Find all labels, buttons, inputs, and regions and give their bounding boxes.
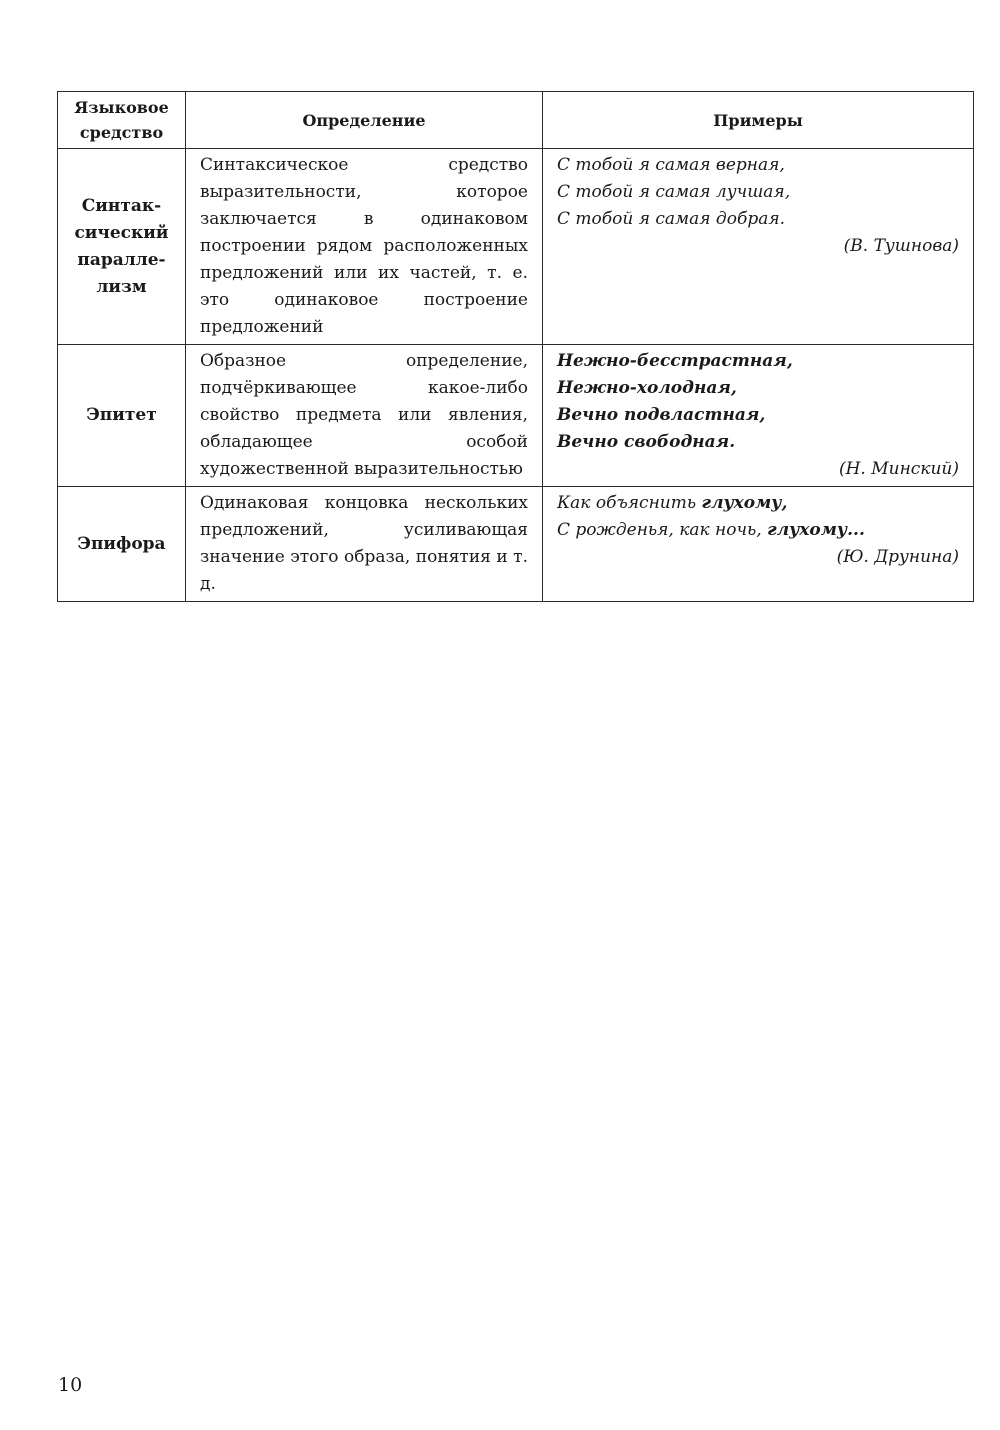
example-bold-word: глухому, [701, 493, 788, 513]
header-device [58, 92, 186, 149]
example-line: С тобой я самая добрая. [557, 209, 785, 229]
example-text: С рожденья, как ночь, [557, 520, 768, 540]
definition-cell [186, 487, 543, 602]
header-examples [543, 92, 974, 149]
table-row [58, 487, 974, 602]
term-cell [58, 149, 186, 345]
example-line: С тобой я самая лучшая, [557, 182, 791, 202]
table-header-row [58, 92, 974, 149]
example-line: Вечно подвластная, [557, 405, 766, 425]
definition-epithet: Образное определение, подчёркивающее какое-либо свойство предмета или явления, обладающее особой художественной выразительностью [200, 351, 528, 479]
table-row [58, 345, 974, 487]
header-definition [186, 92, 543, 149]
header-examples-label: Примеры [713, 110, 803, 130]
literary-devices-table [57, 91, 974, 602]
definition-parallelism: Синтаксическое средство выразительности, которое заключается в одинаковом построении рядом расположенных предложений или их частей, т. е. это одинаковое построение предложений [200, 155, 528, 337]
example-line: Нежно-бесстрастная, [557, 351, 793, 371]
definition-epiphora: Одинаковая концовка нескольких предложений, усиливающая значение этого образа, понятия и т. д. [200, 493, 528, 594]
table-row [58, 149, 974, 345]
example-text: Как объяснить [557, 493, 702, 513]
definition-cell [186, 345, 543, 487]
example-author: (Н. Минский) [838, 459, 959, 479]
example-line: Нежно-холодная, [557, 378, 737, 398]
literary-devices-table-container [57, 91, 973, 602]
examples-cell [543, 487, 974, 602]
examples-cell [543, 345, 974, 487]
term-parallelism: Синтак-сический паралле-лизм [74, 195, 169, 297]
example-line: С тобой я самая верная, [557, 155, 785, 175]
example-author: (Ю. Друнина) [836, 547, 959, 567]
header-definition-label: Определение [302, 110, 426, 130]
term-epiphora: Эпифора [77, 533, 166, 554]
example-bold-word: глухому... [767, 520, 865, 540]
page-number: 10 [58, 1374, 83, 1396]
example-line [557, 517, 959, 544]
definition-cell [186, 149, 543, 345]
example-author: (В. Тушнова) [843, 236, 959, 256]
example-line [557, 490, 959, 517]
header-device-label: Языковое средство [74, 98, 169, 142]
example-line: Вечно свободная. [557, 432, 736, 452]
term-cell [58, 345, 186, 487]
term-cell [58, 487, 186, 602]
term-epithet: Эпитет [86, 405, 157, 425]
examples-cell [543, 149, 974, 345]
